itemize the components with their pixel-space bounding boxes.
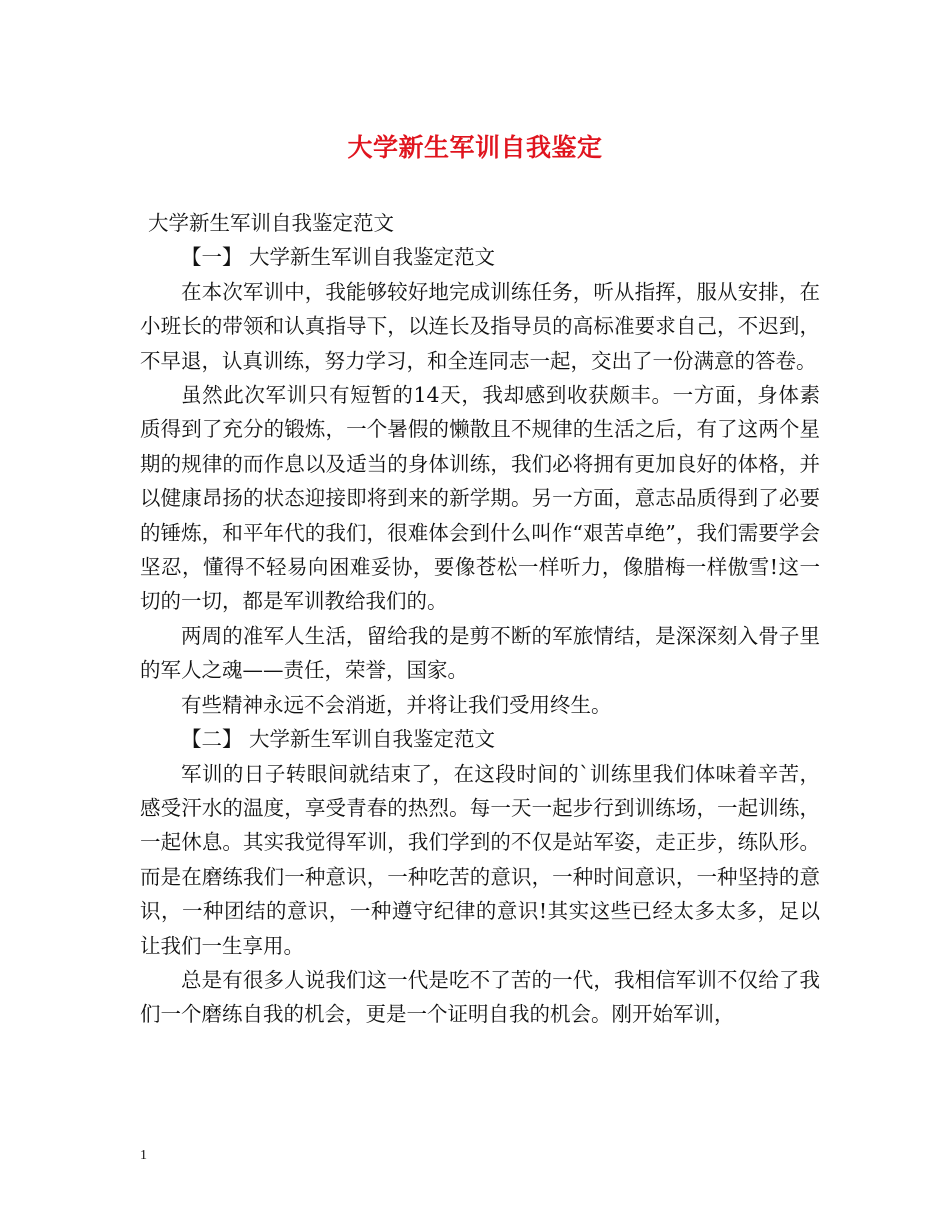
paragraph: 有些精神永远不会消逝，并将让我们受用终生。	[181, 692, 612, 717]
section-heading-1: 【一】 大学新生军训自我鉴定范文	[181, 245, 496, 270]
section-heading-2: 【二】 大学新生军训自我鉴定范文	[181, 727, 496, 752]
paragraph: 两周的准军人生活，留给我的是剪不断的军旅情结，是深深刻入骨子里的军人之魂——责任，荣誉，国家。	[140, 623, 820, 683]
paragraph: 总是有很多人说我们这一代是吃不了苦的一代，我相信军训不仅给了我们一个磨练自我的机会，更是一个证明自我的机会。刚开始军训，	[140, 967, 820, 1027]
document-body	[140, 206, 820, 1032]
paragraph: 军训的日子转眼间就结束了，在这段时间的`训练里我们体味着辛苦，感受汗水的温度，享受青春的热烈。每一天一起步行到训练场，一起训练，一起休息。其实我觉得军训，我们学到的不仅是站军姿，走正步，练队形。而是在磨练我们一种意识，一种吃苦的意识，一种时间意识，一种坚持的意识，一种团结的意识，一种遵守纪律的意识!其实这些已经太多太多，足以让我们一生享用。	[140, 761, 820, 958]
paragraph: 虽然此次军训只有短暂的14天，我却感到收获颇丰。一方面，身体素质得到了充分的锻炼，一个暑假的懒散且不规律的生活之后，有了这两个星期的规律的而作息以及适当的身体训练，我们必将拥有更加良好的体格，并以健康昂扬的状态迎接即将到来的新学期。另一方面，意志品质得到了必要的锤炼，和平年代的我们，很难体会到什么叫作“艰苦卓绝”，我们需要学会坚忍，懂得不轻易向困难妥协，要像苍松一样听力，像腊梅一样傲雪!这一切的一切，都是军训教给我们的。	[140, 383, 820, 614]
document-subtitle: 大学新生军训自我鉴定范文	[148, 211, 394, 235]
paragraph: 在本次军训中，我能够较好地完成训练任务，听从指挥，服从安排，在小班长的带领和认真指导下，以连长及指导员的高标准要求自己，不迟到，不早退，认真训练，努力学习，和全连同志一起，交出了一份满意的答卷。	[140, 279, 820, 373]
page-number: 1	[140, 1148, 147, 1163]
document-title: 大学新生军训自我鉴定	[347, 133, 603, 162]
